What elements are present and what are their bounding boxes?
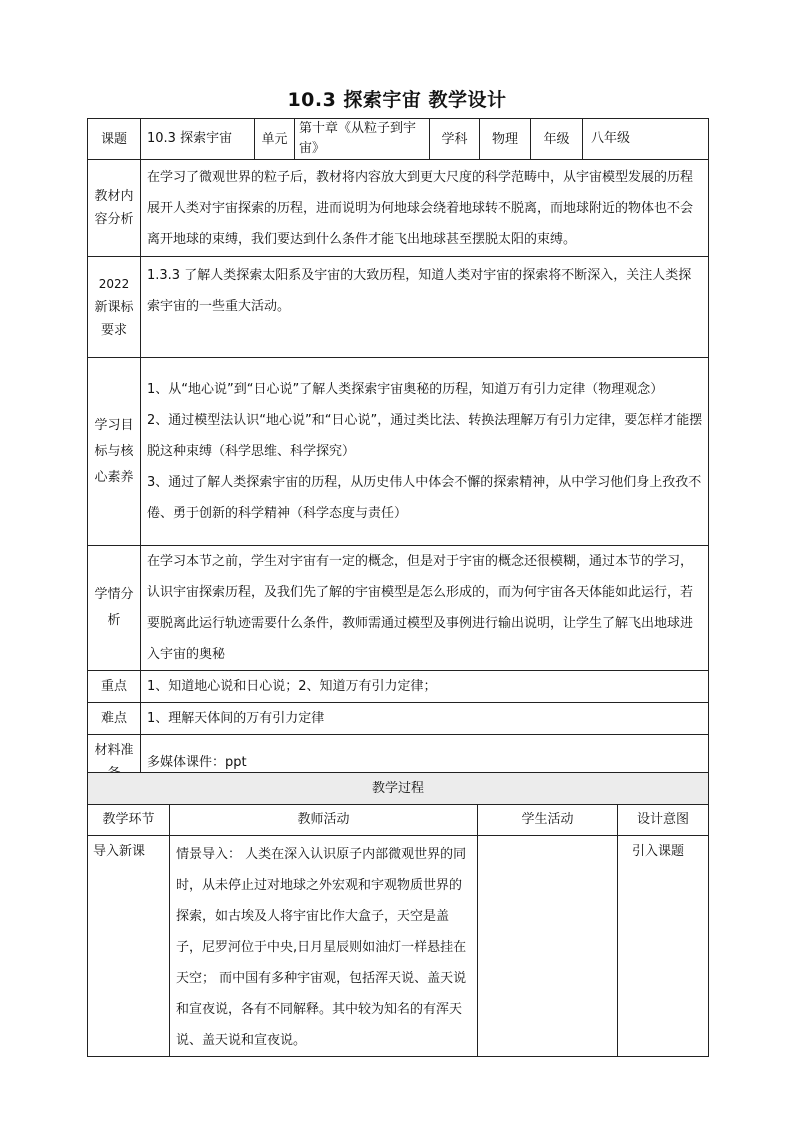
material-text: 多媒体课件：ppt bbox=[141, 735, 709, 790]
course-key: 课题 bbox=[88, 119, 141, 160]
col-intent: 设计意图 bbox=[618, 805, 709, 836]
standard-row bbox=[88, 257, 709, 358]
goal-1: 1、从“地心说”到“日心说”了解人类探索宇宙奥秘的历程，知道万有引力定律（物理观念） bbox=[147, 382, 664, 397]
learner-text: 在学习本节之前，学生对宇宙有一定的概念，但是对于宇宙的概念还很模糊，通过本节的学习，认识宇宙探索历程，及我们先了解的宇宙模型是怎么形成的，而为何宇宙各天体能如此运行，若要脱离此运行轨迹需要什么条件，教师需通过模型及事例进行输出说明，让学生了解飞出地球进入宇宙的奥秘 bbox=[141, 546, 709, 671]
col-stage: 教学环节 bbox=[88, 805, 170, 836]
process-table bbox=[87, 772, 709, 1057]
goal-3: 3、通过了解人类探索宇宙的历程，从历史伟人中体会不懈的探索精神，从中学习他们身上孜孜不倦、勇于创新的科学精神（科学态度与责任） bbox=[147, 475, 702, 521]
process-title: 教学过程 bbox=[88, 773, 709, 805]
unit-key: 单元 bbox=[255, 119, 295, 160]
grade-key: 年级 bbox=[531, 119, 583, 160]
process-title-row bbox=[88, 773, 709, 805]
standard-year: 2022 bbox=[98, 276, 130, 291]
intro-student bbox=[478, 836, 618, 1057]
course-value: 10.3 探索宇宙 bbox=[141, 119, 255, 160]
standard-label bbox=[88, 257, 141, 358]
analysis-row bbox=[88, 160, 709, 257]
intro-teacher: 情景导入： 人类在深入认识原子内部微观世界的同时，从未停止过对地球之外宏观和宇观物质世界的探索，如古埃及人将宇宙比作大盒子，天空是盖子，尼罗河位于中央,日月星辰则如油灯一样悬挂在天空； 而中国有多种宇宙观，包括浑天说、盖天说和宣夜说，各有不同解释。其中较为知名的有浑天说、盖天说和宣夜说。 bbox=[170, 836, 478, 1057]
unit-value: 第十章《从粒子到宇宙》 bbox=[295, 119, 430, 160]
goal-2: 2、通过模型法认识“地心说”和“日心说”，通过类比法、转换法理解万有引力定律，要怎样才能摆脱这种束缚（科学思维、科学探究） bbox=[147, 413, 703, 459]
learner-row bbox=[88, 546, 709, 671]
analysis-text: 在学习了微观世界的粒子后，教材将内容放大到更大尺度的科学范畴中，从宇宙模型发展的历程展开人类对宇宙探索的历程，进而说明为何地球会绕着地球转不脱离，而地球附近的物体也不会离开地球的束缚，我们要达到什么条件才能飞出地球甚至摆脱太阳的束缚。 bbox=[141, 160, 709, 257]
subject-value: 物理 bbox=[480, 119, 531, 160]
standard-title: 新课标要求 bbox=[94, 299, 134, 338]
analysis-label: 教材内容分析 bbox=[88, 160, 141, 257]
process-row-intro bbox=[88, 836, 709, 1057]
key-row bbox=[88, 671, 709, 703]
col-teacher: 教师活动 bbox=[170, 805, 478, 836]
difficult-label: 难点 bbox=[88, 703, 141, 735]
difficult-row bbox=[88, 703, 709, 735]
subject-key: 学科 bbox=[430, 119, 480, 160]
goals-row bbox=[88, 358, 709, 546]
goals-label: 学习目标与核心素养 bbox=[88, 358, 141, 546]
material-label: 材料准 bbox=[88, 735, 141, 790]
process-header-row bbox=[88, 805, 709, 836]
grade-value: 八年级 bbox=[583, 119, 709, 160]
intro-stage: 导入新课 bbox=[88, 836, 170, 1057]
header-row bbox=[88, 119, 709, 160]
key-text: 1、知道地心说和日心说；2、知道万有引力定律； bbox=[141, 671, 709, 703]
goals-cell bbox=[141, 358, 709, 546]
intro-intent: 引入课题 bbox=[618, 836, 709, 1057]
col-student: 学生活动 bbox=[478, 805, 618, 836]
difficult-text: 1、理解天体间的万有引力定律 bbox=[141, 703, 709, 735]
standard-text: 1.3.3 了解人类探索太阳系及宇宙的大致历程，知道人类对宇宙的探索将不断深入，关注人类探索宇宙的一些重大活动。 bbox=[141, 257, 709, 358]
course-info-table bbox=[87, 118, 709, 790]
document-title: 10.3 探索宇宙 教学设计 bbox=[287, 89, 507, 111]
learner-label: 学情分析 bbox=[88, 546, 141, 671]
key-label: 重点 bbox=[88, 671, 141, 703]
